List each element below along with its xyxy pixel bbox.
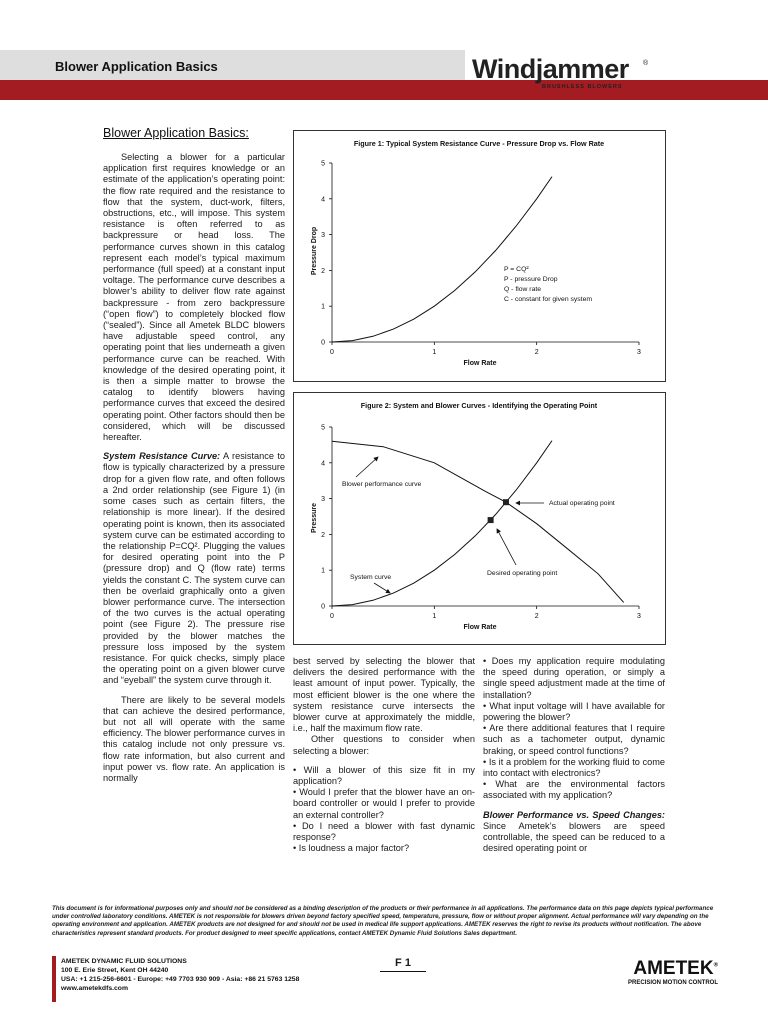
- figure-2-y-tick-label: 3: [321, 496, 325, 504]
- annotation-blower-curve: Blower performance curve: [342, 481, 422, 488]
- paragraph-questions: Other questions to consider when selecting a blower:: [293, 734, 475, 756]
- figure-1-y-tick-label: 1: [321, 303, 325, 311]
- arrow-system-curve: [374, 583, 390, 593]
- figure-1-ylabel: Pressure Drop: [311, 226, 318, 276]
- ametek-word: AMETEK: [633, 958, 714, 979]
- paragraph-efficiency: best served by selecting the blower that delivers the desired performance with the least amount of input power. Typically, the most efficient blower is the one where the system resistance curve intersects the blower curve at approximately the middle, i.e., half the maximum flow rate.: [293, 656, 475, 734]
- paragraph-models: There are likely to be several models that can achieve the desired performance, but not all will operate with the same efficiency. The blower performance curves in this catalog include not only pressure vs. flow rate information, but also current and input power vs. flow rate. An application is normally: [103, 694, 285, 783]
- footer-street: 100 E. Erie Street, Kent OH 44240: [61, 967, 169, 974]
- legend-flow: Q - flow rate: [504, 286, 542, 293]
- bullet-controller: • Would I prefer that the blower have an on-board controller or would I prefer to provide an external controller?: [293, 787, 475, 820]
- figure-2-title: Figure 2: System and Blower Curves - Identifying the Operating Point: [360, 401, 598, 410]
- figure-2-x-tick-label: 1: [432, 613, 437, 620]
- figure-1-y-tick-label: 0: [321, 339, 325, 347]
- figure-1-x-tick-label: 0: [330, 349, 334, 356]
- figure-1-chart: [294, 131, 665, 381]
- figure-1-series-line-1: [332, 177, 552, 342]
- logo-subtitle: BRUSHLESS BLOWERS: [542, 84, 623, 90]
- figure-1-y-tick-label: 2: [321, 267, 325, 275]
- arrow-blower-curve: [356, 457, 378, 477]
- annotation-actual-point: Actual operating point: [549, 500, 615, 507]
- figure-1-y-tick-label: 5: [321, 160, 325, 168]
- figure-1-xlabel: Flow Rate: [463, 360, 497, 367]
- paragraph-speed-changes-text: Since Ametek’s blowers are speed controllable, the speed can be reduced to a desired operating point or: [483, 820, 665, 854]
- figure-1-title: Figure 1: Typical System Resistance Curve - Pressure Drop vs. Flow Rate: [353, 139, 605, 148]
- text-column-1: [103, 152, 285, 784]
- text-column-2: [293, 656, 475, 854]
- figure-2-y-tick-label: 1: [321, 567, 325, 575]
- bullet-environment: • What are the environmental factors associated with my application?: [483, 779, 665, 801]
- paragraph-system-resistance: [103, 451, 285, 686]
- bullet-fluid: • Is it a problem for the working fluid to come into contact with electronics?: [483, 756, 665, 779]
- footer-address-block: [61, 957, 299, 993]
- footer-web: www.ametekdfs.com: [61, 985, 128, 992]
- logo-word: Windjammer: [472, 54, 629, 84]
- figure-2-chart: [294, 393, 665, 644]
- ametek-wordmark: [608, 958, 718, 980]
- footer-company: AMETEK DYNAMIC FLUID SOLUTIONS: [61, 958, 187, 965]
- figure-2-ylabel: Pressure: [311, 503, 318, 533]
- paragraph-speed-changes: [483, 810, 665, 855]
- figure-2-y-tick-label: 2: [321, 531, 325, 539]
- bullet-loudness: • Is loudness a major factor?: [293, 843, 410, 854]
- header-title: Blower Application Basics: [55, 59, 218, 74]
- figure-1-y-tick-label: 4: [321, 196, 325, 204]
- ametek-mark: ®: [713, 962, 718, 969]
- legend-pressure: P - pressure Drop: [504, 276, 558, 283]
- figure-2-x-tick-label: 2: [534, 613, 539, 620]
- annotation-desired-point: Desired operating point: [487, 570, 558, 577]
- text-column-3: [483, 656, 665, 854]
- figure-2-y-tick-label: 0: [321, 603, 325, 611]
- figure-2: [293, 392, 666, 645]
- footer-red-bar: [52, 956, 56, 1002]
- figure-2-operating-point-1: [503, 499, 509, 505]
- figure-2-xlabel: Flow Rate: [463, 624, 497, 631]
- figure-2-series-line-1: [332, 441, 552, 606]
- figure-1-x-tick-label: 2: [534, 349, 539, 356]
- legend-constant: C - constant for given system: [504, 296, 593, 303]
- figure-2-x-tick-label: 3: [637, 613, 641, 620]
- subheading-speed-changes: Blower Performance vs. Speed Changes:: [483, 809, 665, 820]
- bullet-fit: • Will a blower of this size fit in my application?: [293, 764, 475, 787]
- disclaimer: This document is for informational purposes only and should not be considered as a binding description of the products or their performance in all applications. The performance data on this page depicts typical performance under controlled laboratory conditions. AMETEK is not responsible for blowers driven beyond factory specified speed, temperature, pressure, flow or without proper alignment. Actual performance will vary depending on the operating environment and application. AMETEK products are not designed for and should not be used in medical life support applications. AMETEK reserves the right to revise its products without notification. The above characteristics represent standard products. For product designed to meet specific applications, contact AMETEK Dynamic Fluid Solutions Sales department.: [52, 905, 714, 937]
- annotation-system-curve: System curve: [350, 574, 392, 581]
- subheading-system-resistance: System Resistance Curve:: [103, 451, 221, 462]
- figure-2-y-tick-label: 4: [321, 460, 325, 468]
- figure-1: [293, 130, 666, 382]
- paragraph-system-resistance-text: A resistance to flow is typically characterized by a pressure drop for a given flow rate, and often follows a 2nd order relationship (see Figure 1) (in some cases such as certain filters, the relationship is more linear). If the desired operating point is known, then its associated system curve can be estimated according to the relationship P=CQ². Plugging the values for desired operating point into the P (pressure drop) and Q (flow rate) terms yields the constant C. The system curve can then be overlaid graphically onto a given blower performance curve. The intersection of the two curves is the actual operating point (see Figure 2). The pressure rise provided by the blower matches the pressure loss imposed by the system resistance. For quick checks, simply place the operating point on a given blower curve and “eyeball” the system curve through it.: [103, 451, 285, 686]
- paragraph-intro: Selecting a blower for a particular application first requires knowledge or an estimate of the application’s operating point: the flow rate required and the resistance to flow that the system, duct-work, filters, obstructions, etc., will impose. This system resistance is often referred to as backpressure or head loss. The performance curves shown in this catalog represent each model’s typical maximum performance (full speed) at a constant input voltage. The performance curve describes a blower’s ability to deliver flow rate against backpressure - from zero backpressure (“open flow”) to completely blocked flow (“sealed”). Since all Ametek BLDC blowers have adjustable speed control, any operating point that lies underneath a given performance curve can be reached. With knowledge of the desired operating point, it is then a simple matter to browse the catalog to identify blowers having performance curves that exceed the desired operating point. Other factors should then be considered, which will be discussed hereafter.: [103, 152, 285, 443]
- bullet-voltage: • What input voltage will I have available for powering the blower?: [483, 700, 665, 723]
- figure-2-y-tick-label: 5: [321, 424, 325, 432]
- page-number: F 1: [380, 955, 426, 972]
- article-title: Blower Application Basics:: [103, 126, 249, 140]
- header-red-bar: [0, 80, 768, 100]
- arrow-desired-point: [497, 529, 516, 565]
- bullet-features: • Are there additional features that I require such as a tachometer output, dynamic braking, or speed control functions?: [483, 723, 665, 756]
- bullet-modulating: • Does my application require modulating the speed during operation, or simply a single speed adjustment made at the time of installation?: [483, 656, 665, 700]
- figure-2-x-tick-label: 0: [330, 613, 334, 620]
- ametek-subtitle: PRECISION MOTION CONTROL: [628, 980, 718, 986]
- figure-1-x-tick-label: 3: [637, 349, 641, 356]
- figure-1-x-tick-label: 1: [432, 349, 437, 356]
- legend-formula: P = CQ²: [504, 266, 529, 273]
- windjammer-logo: [472, 54, 652, 94]
- ametek-logo: [608, 958, 718, 988]
- figure-2-operating-point-2: [488, 517, 494, 523]
- bullet-dynamic: • Do I need a blower with fast dynamic response?: [293, 820, 475, 843]
- figure-1-y-tick-label: 3: [321, 232, 325, 240]
- footer-phones: USA: +1 215-256-6601 - Europe: +49 7703 930 909 - Asia: +86 21 5763 1258: [61, 976, 300, 983]
- logo-trademark: ®: [643, 60, 649, 67]
